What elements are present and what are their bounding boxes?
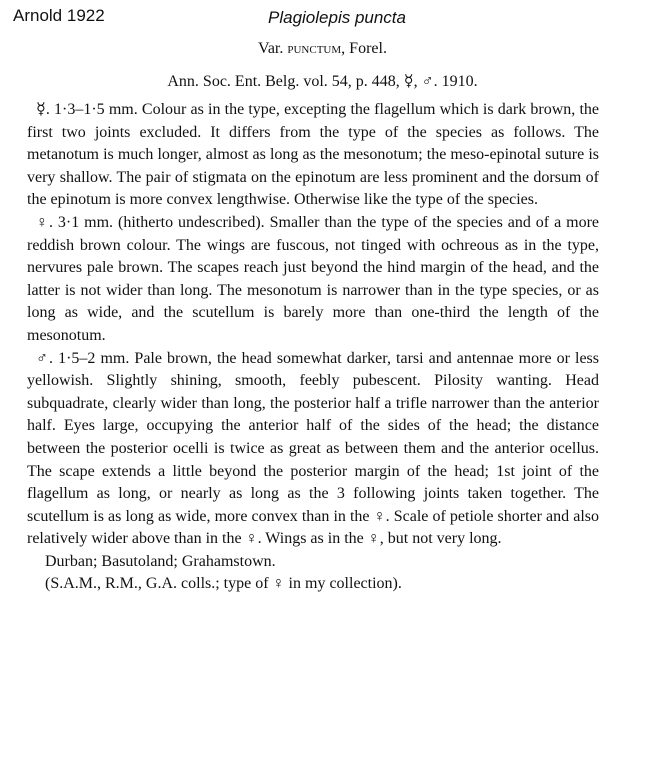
header-species-name: Plagiolepis puncta: [268, 8, 406, 27]
variety-name: punctum: [287, 40, 342, 57]
male-description: ♂. 1·5–2 mm. Pale brown, the head somewhat darker, tarsi and antennae more or less yellowish. Slightly shining, smooth, feebly pubescent. Pilosity wanting. Head subquadrate, clearly wider than long, the posterior half a trifle narrower than the anterior half. Eyes large, occupying the anterior half of the sides of the head; the distance between the posterior ocelli is twice as great as between them and the anterior ocellus. The scape extends a little beyond the posterior margin of the head; 1st joint of the flagellum as long, or nearly as long as the 3 following joints taken together. The scutellum is as long as wide, more convex than in the ♀. Scale of petiole shorter and also relatively wider above than in the ♀. Wings as in the ♀, but not very long.: [27, 349, 599, 548]
variety-title: [0, 40, 645, 58]
description-body: [27, 99, 599, 596]
worker-description: ☿. 1·3–1·5 mm. Colour as in the type, excepting the flagellum which is dark brown, the first two joints excluded. It differs from the type of the species as follows. The metanotum is much longer, almost as long as the mesonotum; the meso-epinotal suture is very shallow. The pair of stigmata on the epinotum are less prominent and the dorsum of the epinotum is more convex lengthwise. Otherwise like the type of the species.: [27, 101, 599, 209]
variety-author: , Forel.: [341, 40, 387, 57]
female-description: ♀. 3·1 mm. (hitherto undescribed). Smaller than the type of the species and of a more reddish brown colour. The wings are fuscous, not tinged with ochreous as in the type, nervures pale brown. The scapes reach just beyond the hind margin of the head, and the latter is not wider than long. The mesonotum is narrower than in the type species, or as long as wide, and the scutellum is barely more than one-third the length of the mesonotum.: [27, 213, 599, 344]
header-author-year: Arnold 1922: [13, 6, 105, 25]
collections-note: (S.A.M., R.M., G.A. colls.; type of ♀ in my collection).: [45, 575, 402, 593]
localities: Durban; Basutoland; Grahamstown.: [45, 552, 276, 570]
variety-prefix: Var.: [258, 40, 288, 57]
literature-citation: Ann. Soc. Ent. Belg. vol. 54, p. 448, ☿, ♂. 1910.: [167, 73, 478, 90]
